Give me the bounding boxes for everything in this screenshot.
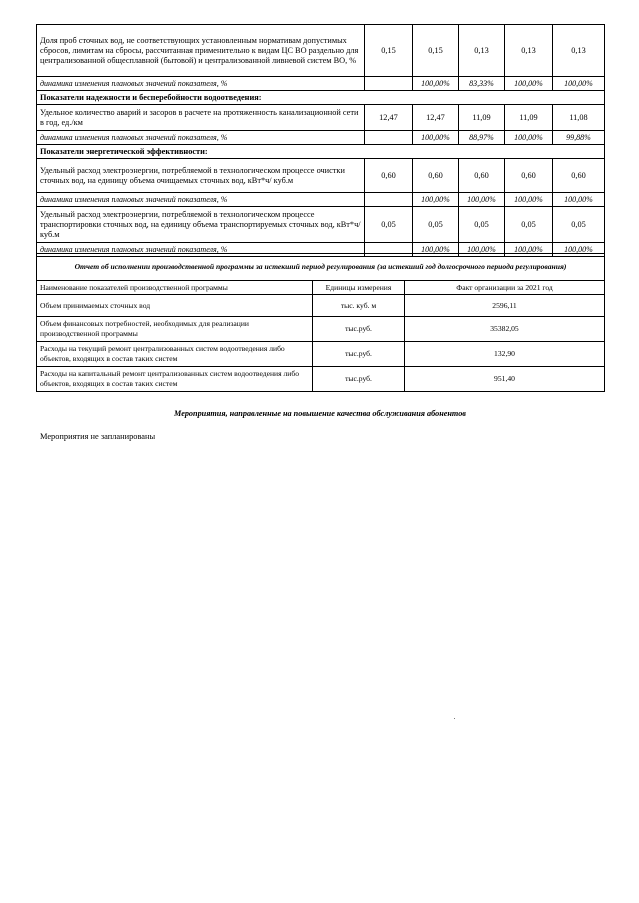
report-row-name: Расходы на текущий ремонт централизованных систем водоотведения либо объектов, входящих в состав таких систем [37, 342, 313, 367]
value-cell: 100,00% [553, 243, 605, 257]
report-row-value: 951,40 [405, 367, 605, 392]
value-cell: 0,13 [459, 25, 505, 77]
report-row-value: 35382,05 [405, 317, 605, 342]
dynamics-label: динамика изменения плановых значений показателя, % [37, 243, 365, 257]
value-cell: 100,00% [505, 193, 553, 207]
value-cell: 11,08 [553, 105, 605, 131]
scan-speck [454, 718, 455, 719]
value-cell: 100,00% [413, 131, 459, 145]
dynamics-row [37, 131, 605, 145]
value-cell: 100,00% [553, 193, 605, 207]
indicator-name: Удельное количество аварий и засоров в расчете на протяженность канализационной сети в год, ед./км [37, 105, 365, 131]
section-header-row [37, 91, 605, 105]
dynamics-label: динамика изменения плановых значений показателя, % [37, 77, 365, 91]
report-row-name: Расходы на капитальный ремонт централизованных систем водоотведения либо объектов, входящих в состав таких систем [37, 367, 313, 392]
value-cell: 0,05 [413, 207, 459, 243]
report-row-name: Объем финансовых потребностей, необходимых для реализации производственной программы [37, 317, 313, 342]
table-row [37, 207, 605, 243]
section-title: Показатели надежности и бесперебойности водоотведения: [37, 91, 605, 105]
report-row-unit: тыс.руб. [313, 367, 405, 392]
value-cell: 100,00% [553, 77, 605, 91]
measures-note: Мероприятия не запланированы [40, 432, 156, 441]
value-cell: 0,13 [505, 25, 553, 77]
report-row-name: Объем принимаемых сточных вод [37, 295, 313, 317]
section-title: Показатели энергетической эффективности: [37, 145, 605, 159]
value-cell: 0,15 [413, 25, 459, 77]
report-title: Отчет об исполнении производственной программы за истекший период регулирования (за истекший год долгосрочного периода регулирования) [37, 254, 605, 281]
value-cell: 99,88% [553, 131, 605, 145]
dynamics-row [37, 193, 605, 207]
value-cell: 100,00% [413, 193, 459, 207]
value-cell: 0,60 [505, 159, 553, 193]
report-table [36, 253, 605, 392]
report-header-row [37, 281, 605, 295]
value-cell: 0,05 [505, 207, 553, 243]
value-cell: 11,09 [459, 105, 505, 131]
report-row-unit: тыс. куб. м [313, 295, 405, 317]
table-row [37, 317, 605, 342]
value-cell: 0,60 [553, 159, 605, 193]
report-row-value: 132,90 [405, 342, 605, 367]
value-cell: 100,00% [459, 243, 505, 257]
value-cell: 100,00% [505, 77, 553, 91]
table-row [37, 367, 605, 392]
value-cell [365, 77, 413, 91]
value-cell: 0,05 [459, 207, 505, 243]
report-row-unit: тыс.руб. [313, 317, 405, 342]
value-cell: 12,47 [413, 105, 459, 131]
value-cell [365, 193, 413, 207]
value-cell: 0,13 [553, 25, 605, 77]
header-fact: Факт организации за 2021 год [405, 281, 605, 295]
table-row [37, 159, 605, 193]
measures-title: Мероприятия, направленные на повышение качества обслуживания абонентов [174, 409, 466, 418]
dynamics-row [37, 77, 605, 91]
header-unit: Единицы измерения [313, 281, 405, 295]
value-cell: 0,60 [365, 159, 413, 193]
value-cell: 100,00% [413, 243, 459, 257]
value-cell: 100,00% [413, 77, 459, 91]
indicator-name: Удельный расход электроэнергии, потребляемой в технологическом процессе очистки сточных вод, на единицу объема очищаемых сточных вод, кВт*ч/ куб.м [37, 159, 365, 193]
table-row [37, 105, 605, 131]
table-row [37, 25, 605, 77]
value-cell: 100,00% [505, 243, 553, 257]
value-cell: 0,60 [459, 159, 505, 193]
value-cell: 100,00% [459, 193, 505, 207]
indicators-table [36, 24, 605, 257]
indicator-name: Удельный расход электроэнергии, потребляемой в технологическом процессе транспортировки сточных вод, на единицу объема транспортируемых сточных вод, кВт*ч/ куб.м [37, 207, 365, 243]
value-cell: 100,00% [505, 131, 553, 145]
table-row [37, 342, 605, 367]
value-cell: 0,15 [365, 25, 413, 77]
value-cell [365, 131, 413, 145]
value-cell: 83,33% [459, 77, 505, 91]
dynamics-label: динамика изменения плановых значений показателя, % [37, 131, 365, 145]
report-row-unit: тыс.руб. [313, 342, 405, 367]
value-cell: 0,05 [553, 207, 605, 243]
value-cell: 0,05 [365, 207, 413, 243]
value-cell: 12,47 [365, 105, 413, 131]
value-cell: 88,97% [459, 131, 505, 145]
value-cell: 0,60 [413, 159, 459, 193]
value-cell: 11,09 [505, 105, 553, 131]
dynamics-label: динамика изменения плановых значений показателя, % [37, 193, 365, 207]
report-row-value: 2596,11 [405, 295, 605, 317]
table-row [37, 295, 605, 317]
section-header-row [37, 145, 605, 159]
header-indicator-name: Наименование показателей производственной программы [37, 281, 313, 295]
indicator-name: Доля проб сточных вод, не соответствующих установленным нормативам допустимых сбросов, лимитам на сбросы, рассчитанная применительно к видам ЦС ВО раздельно для централизованной общесплавной (бытовой) и централизованной ливневой систем ВО, % [37, 25, 365, 77]
